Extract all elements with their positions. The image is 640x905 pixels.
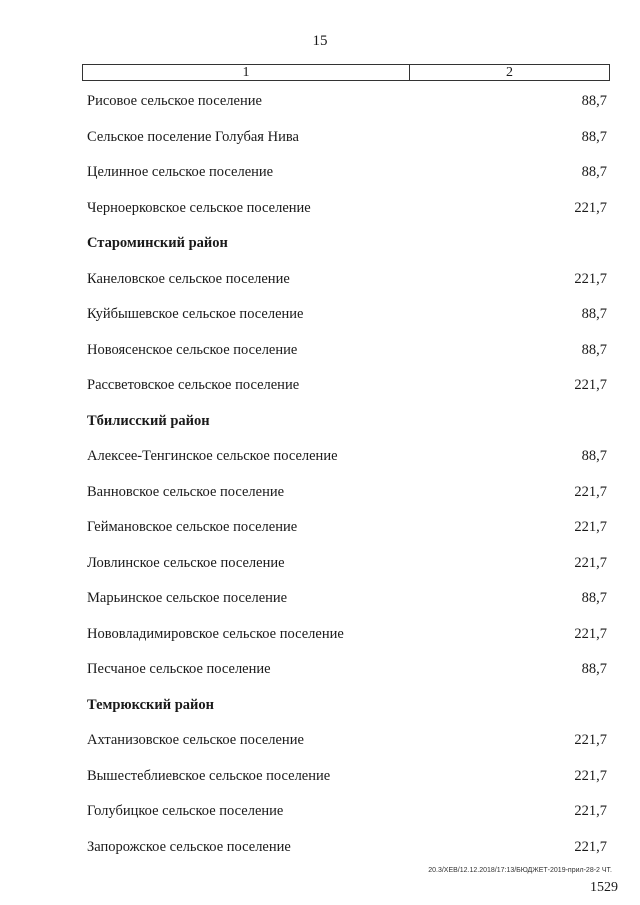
row-value: 88,7 <box>581 128 607 145</box>
settlement-name: Канеловское сельское поселение <box>87 270 290 287</box>
district-heading-row <box>87 226 607 262</box>
table-row <box>87 84 607 120</box>
district-heading-row <box>87 688 607 724</box>
row-value: 88,7 <box>581 164 607 181</box>
table-body <box>87 84 607 865</box>
settlement-name: Сельское поселение Голубая Нива <box>87 128 299 145</box>
document-footer-code: 20.3/ХЕВ/12.12.2018/17:13/БЮДЖЕТ-2019-прил-28-2 ЧТ. <box>428 867 612 874</box>
table-row <box>87 581 607 617</box>
table-row <box>87 262 607 298</box>
table-column-header <box>82 64 610 81</box>
settlement-name: Голубицкое сельское поселение <box>87 803 284 820</box>
table-row <box>87 652 607 688</box>
settlement-name: Песчаное сельское поселение <box>87 661 271 678</box>
district-name: Тбилисский район <box>87 412 210 429</box>
settlement-name: Запорожское сельское поселение <box>87 838 291 855</box>
settlement-name: Куйбышевское сельское поселение <box>87 306 304 323</box>
column-header-2: 2 <box>506 65 513 80</box>
table-row <box>87 546 607 582</box>
settlement-name: Ахтанизовское сельское поселение <box>87 732 304 749</box>
row-value: 88,7 <box>581 341 607 358</box>
row-value: 221,7 <box>574 767 607 784</box>
table-row <box>87 794 607 830</box>
table-row <box>87 617 607 653</box>
row-value: 88,7 <box>581 661 607 678</box>
table-row <box>87 368 607 404</box>
settlement-name: Алексее-Тенгинское сельское поселение <box>87 448 338 465</box>
settlement-name: Рисовое сельское поселение <box>87 93 262 110</box>
settlement-name: Ловлинское сельское поселение <box>87 554 285 571</box>
table-row <box>87 191 607 227</box>
table-row <box>87 297 607 333</box>
settlement-name: Вышестеблиевское сельское поселение <box>87 767 331 784</box>
settlement-name: Геймановское сельское поселение <box>87 519 298 536</box>
page-number: 15 <box>312 33 328 49</box>
settlement-name: Марьинское сельское поселение <box>87 590 288 607</box>
row-value: 221,7 <box>574 483 607 500</box>
table-row <box>87 475 607 511</box>
row-value: 88,7 <box>581 93 607 110</box>
row-value: 221,7 <box>574 199 607 216</box>
row-value: 221,7 <box>574 625 607 642</box>
column-header-1: 1 <box>83 65 410 80</box>
table-row <box>87 439 607 475</box>
table-row <box>87 759 607 795</box>
row-value: 221,7 <box>574 519 607 536</box>
row-value: 221,7 <box>574 838 607 855</box>
district-name: Староминский район <box>87 235 228 252</box>
table-row <box>87 120 607 156</box>
settlement-name: Ванновское сельское поселение <box>87 483 285 500</box>
settlement-name: Целинное сельское поселение <box>87 164 274 181</box>
row-value: 221,7 <box>574 377 607 394</box>
row-value: 221,7 <box>574 554 607 571</box>
row-value: 88,7 <box>581 448 607 465</box>
settlement-name: Нововладимировское сельское поселение <box>87 625 344 642</box>
settlement-name: Рассветовское сельское поселение <box>87 377 300 394</box>
row-value: 221,7 <box>574 732 607 749</box>
district-name: Темрюкский район <box>87 696 214 713</box>
table-row <box>87 830 607 866</box>
table-row <box>87 723 607 759</box>
row-value: 221,7 <box>574 803 607 820</box>
table-row <box>87 510 607 546</box>
sheet-number: 1529 <box>590 880 618 895</box>
table-row <box>87 155 607 191</box>
table-row <box>87 333 607 369</box>
settlement-name: Черноерковское сельское поселение <box>87 199 311 216</box>
row-value: 221,7 <box>574 270 607 287</box>
settlement-name: Новоясенское сельское поселение <box>87 341 298 358</box>
row-value: 88,7 <box>581 590 607 607</box>
row-value: 88,7 <box>581 306 607 323</box>
district-heading-row <box>87 404 607 440</box>
